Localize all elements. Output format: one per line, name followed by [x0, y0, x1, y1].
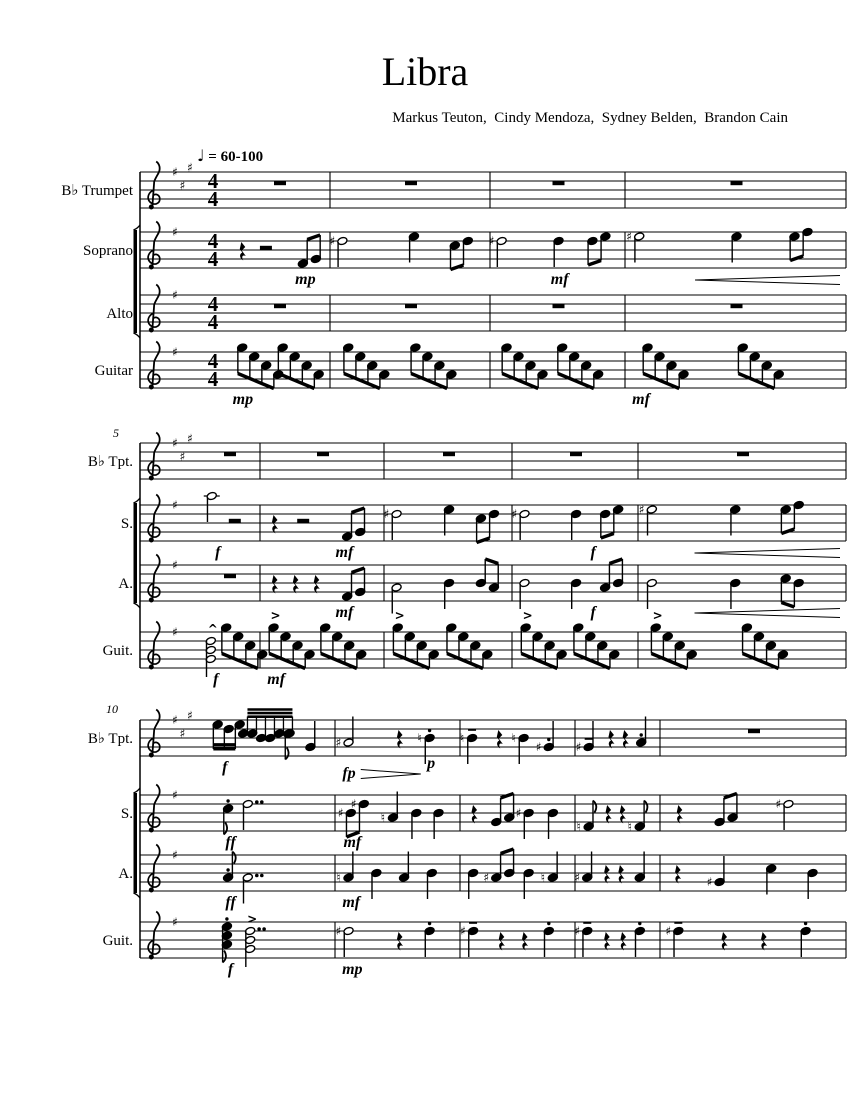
staff-label: B♭ Tpt. [87, 454, 133, 470]
staff-label: A. [118, 576, 133, 592]
dynamic-marking: mf [343, 834, 362, 851]
measure [553, 181, 565, 185]
svg-text:♯: ♯ [179, 726, 186, 741]
dynamic-marking: mf [342, 894, 361, 911]
measure [489, 232, 611, 288]
staff-a- [118, 845, 846, 912]
measure [731, 304, 743, 308]
measure [223, 852, 264, 912]
svg-text:♯: ♯ [172, 713, 178, 727]
svg-text:♯: ♯ [172, 788, 178, 802]
svg-text:♯: ♯ [626, 229, 633, 244]
svg-text:>: > [270, 608, 281, 623]
svg-text:♯: ♯ [172, 165, 178, 179]
measure [443, 452, 455, 456]
svg-text:4: 4 [207, 187, 219, 211]
measure [577, 801, 648, 834]
measure [519, 559, 624, 621]
crescendo-hairpin [695, 609, 841, 618]
measure [748, 729, 760, 733]
svg-text:4: 4 [207, 310, 219, 334]
svg-text:♯: ♯ [535, 740, 542, 754]
staff-alto [106, 285, 846, 335]
svg-text:♯: ♯ [179, 178, 186, 193]
svg-text:♮: ♮ [459, 731, 465, 745]
system-1 [61, 161, 846, 409]
svg-text:♯: ♯ [172, 436, 178, 450]
dynamic-marking: ff [225, 834, 236, 851]
measure [553, 304, 565, 308]
dynamic-marking: mf [267, 671, 286, 688]
svg-text:♯: ♯ [575, 740, 582, 754]
svg-text:♮: ♮ [336, 870, 341, 885]
dynamic-marking: f [590, 604, 596, 621]
staff-label: S. [120, 806, 133, 822]
treble-clef-icon [148, 162, 160, 210]
measure [343, 343, 457, 389]
measure [472, 794, 559, 840]
quarter-note-icon: ♩ [197, 146, 205, 165]
measure [512, 505, 624, 561]
dynamic-marking: mf [632, 391, 650, 408]
measure [574, 922, 645, 957]
measure [677, 794, 794, 831]
svg-text:♯: ♯ [172, 848, 178, 862]
staff-b-tpt- [88, 709, 846, 783]
staff-label: A. [118, 866, 133, 882]
svg-text:♮: ♮ [380, 810, 386, 825]
svg-text:♯: ♯ [515, 806, 522, 820]
measure [338, 792, 444, 852]
svg-text:♮: ♮ [540, 870, 545, 885]
staff-label: Alto [106, 306, 133, 322]
svg-text:♯: ♯ [172, 625, 178, 639]
measure [272, 508, 366, 561]
svg-text:4: 4 [207, 349, 219, 373]
treble-clef-icon [148, 912, 160, 960]
measure [224, 574, 236, 578]
dynamic-marking: f [222, 759, 228, 776]
treble-clef-icon [148, 622, 160, 670]
svg-text:♯: ♯ [483, 870, 490, 885]
measure [405, 181, 417, 185]
staff-label: Guitar [94, 363, 133, 379]
measure [626, 227, 840, 284]
measure [240, 235, 322, 288]
measure-number: 10 [106, 702, 118, 716]
staff-label: Soprano [83, 243, 133, 259]
measure [675, 856, 818, 899]
svg-text:♯: ♯ [574, 870, 581, 885]
svg-text:>: > [522, 608, 533, 623]
score-title: Libra [381, 49, 469, 94]
measure [212, 710, 316, 777]
staff-guitar [95, 342, 846, 409]
svg-text:♮: ♮ [627, 819, 632, 834]
measure [405, 304, 417, 308]
svg-text:♮: ♮ [511, 731, 516, 745]
measure [731, 181, 743, 185]
svg-text:♯: ♯ [187, 431, 193, 446]
staff-b-tpt- [88, 432, 846, 481]
svg-text:♯: ♯ [172, 288, 178, 302]
svg-text:♯: ♯ [335, 924, 342, 938]
svg-text:♮: ♮ [576, 819, 581, 834]
svg-text:>: > [394, 608, 405, 623]
measure [460, 721, 554, 764]
measure [576, 717, 647, 755]
staff-label: Guit. [102, 643, 133, 659]
measure [646, 574, 840, 618]
staff-label: S. [120, 516, 133, 532]
svg-text:4: 4 [207, 247, 219, 271]
staff-label: Guit. [102, 933, 133, 949]
svg-text:♯: ♯ [337, 806, 344, 820]
treble-clef-icon [148, 495, 160, 543]
measure [384, 505, 500, 543]
dynamic-marking: fp [342, 765, 356, 782]
svg-text:>: > [652, 608, 663, 623]
measure [224, 452, 236, 456]
measure [274, 304, 286, 308]
decrescendo-hairpin [361, 770, 421, 779]
staff-bracket [134, 503, 138, 603]
measure [204, 491, 241, 561]
svg-text:4: 4 [207, 367, 219, 391]
svg-text:♯: ♯ [383, 507, 390, 521]
measure [317, 452, 329, 456]
dynamic-marking: f [213, 671, 219, 688]
svg-text:♯: ♯ [187, 160, 193, 175]
dynamic-marking: f [227, 961, 234, 978]
dynamic-marking: f [590, 544, 596, 561]
measure [329, 232, 473, 270]
svg-text:♯: ♯ [638, 502, 645, 517]
dynamic-marking: mp [295, 271, 316, 288]
svg-text:♯: ♯ [329, 234, 336, 248]
svg-text:4: 4 [207, 229, 219, 253]
svg-text:♯: ♯ [775, 797, 782, 811]
dynamic-marking: mf [550, 271, 569, 288]
svg-text:♯: ♯ [335, 735, 342, 750]
system-3 [88, 702, 846, 978]
staff-bracket [134, 793, 138, 893]
score-composers: Markus Teuton, Cindy Mendoza, Sydney Belden, Brandon Cain [392, 110, 788, 126]
svg-text:♯: ♯ [460, 924, 466, 938]
dynamic-marking: p [427, 755, 436, 772]
svg-text:♯: ♯ [172, 345, 178, 359]
staff-b-trumpet [61, 161, 846, 212]
treble-clef-icon [148, 845, 160, 893]
dynamic-marking: mf [335, 604, 354, 621]
measure [336, 922, 435, 978]
tempo-text: = 60-100 [204, 149, 264, 165]
staff-a- [118, 555, 846, 622]
measure [336, 717, 435, 783]
dynamic-marking: mp [232, 391, 254, 408]
svg-text:♯: ♯ [574, 924, 581, 938]
staff-guit- [103, 912, 846, 979]
measure [501, 343, 604, 389]
measure [274, 181, 286, 185]
treble-clef-icon [148, 433, 160, 481]
staff-s- [121, 785, 846, 852]
svg-text:♯: ♯ [488, 234, 495, 248]
svg-text:♯: ♯ [172, 558, 178, 572]
staff-label: B♭ Trumpet [61, 183, 133, 199]
dynamic-marking: mf [335, 544, 354, 561]
svg-text:♯: ♯ [172, 225, 178, 239]
svg-text:♯: ♯ [350, 797, 357, 811]
svg-text:♯: ♯ [511, 507, 518, 521]
dynamic-marking: f [215, 544, 221, 561]
measure [639, 500, 840, 557]
measure [391, 559, 499, 614]
system-2 [88, 426, 846, 688]
dynamic-marking: mp [342, 961, 363, 978]
svg-text:4: 4 [207, 292, 219, 316]
measure [737, 452, 749, 456]
staff-soprano [83, 222, 846, 289]
treble-clef-icon [148, 555, 160, 603]
staff-guit- [103, 609, 846, 689]
measure-number: 5 [113, 426, 119, 440]
svg-text:4: 4 [207, 169, 219, 193]
svg-text:♮: ♮ [417, 731, 422, 745]
svg-text:♯: ♯ [179, 449, 186, 464]
staff-label: B♭ Tpt. [87, 731, 133, 747]
treble-clef-icon [148, 785, 160, 833]
measure [632, 343, 784, 408]
svg-text:^: ^ [207, 622, 218, 636]
crescendo-hairpin [695, 276, 840, 285]
svg-text:♯: ♯ [706, 875, 713, 889]
dynamic-marking: ff [225, 894, 236, 911]
measure [272, 568, 366, 621]
svg-text:♯: ♯ [187, 708, 193, 723]
svg-text:♯: ♯ [172, 498, 178, 512]
treble-clef-icon [148, 342, 160, 390]
treble-clef-icon [148, 710, 160, 758]
crescendo-hairpin [695, 549, 841, 558]
measure [223, 799, 264, 851]
measure [665, 922, 811, 957]
measure [233, 343, 324, 408]
measure [336, 852, 437, 912]
measure [570, 452, 582, 456]
measure [574, 852, 645, 885]
measure [460, 922, 554, 957]
svg-text:♯: ♯ [665, 924, 672, 938]
staff-s- [121, 491, 846, 561]
svg-text:>: > [247, 912, 258, 926]
staff-bracket [134, 230, 138, 333]
treble-clef-icon [148, 222, 160, 270]
svg-text:♯: ♯ [172, 915, 178, 929]
treble-clef-icon [148, 285, 160, 333]
